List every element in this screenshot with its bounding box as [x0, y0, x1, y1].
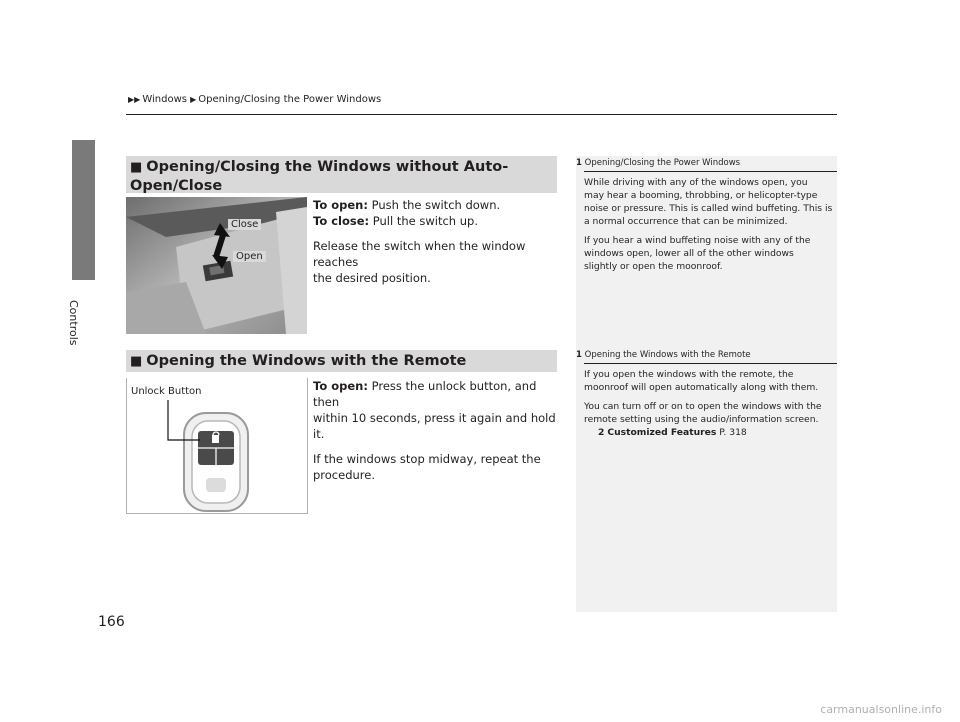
customized-features-link[interactable]: 2 Customized Features P. 318: [598, 427, 747, 438]
section1-header: [126, 156, 557, 193]
remote-figure: [126, 378, 308, 514]
note1-p1: While driving with any of the windows open, you may hear a booming, throbbing, or helicopter-type noise or pressure. This is called wind buffeting. This is a normal occurrence that can be minimized.: [584, 177, 833, 227]
note1: [576, 158, 837, 273]
section2-title: ■ Opening the Windows with the Remote: [130, 353, 467, 369]
breadcrumb-arrow-icon: ▶▶: [128, 95, 141, 104]
page-number: 166: [98, 614, 125, 630]
chapter-label: Controls: [67, 300, 80, 346]
breadcrumb: [128, 94, 381, 105]
close-instruction: To close: Pull the switch up.: [313, 214, 478, 228]
note1-heading: 1 Opening/Closing the Power Windows: [576, 158, 741, 168]
square-bullet-icon: ■: [130, 160, 143, 175]
breadcrumb-arrow-icon: ▶: [190, 95, 197, 104]
open-instruction: To open: Push the switch down.: [313, 198, 501, 212]
note2-heading: 1 Opening the Windows with the Remote: [576, 350, 751, 360]
watermark: carmanualsonline.info: [820, 703, 942, 716]
remote-open-instruction: To open: Press the unlock button, and then within 10 seconds, press it again and hold it.: [313, 379, 556, 441]
breadcrumb-page[interactable]: Opening/Closing the Power Windows: [198, 94, 382, 105]
window-switch-figure: [126, 197, 307, 334]
note2-rule: [584, 363, 837, 364]
section2-body: [313, 378, 563, 483]
square-bullet-icon: ■: [130, 354, 143, 369]
note2-p1: If you open the windows with the remote, the moonroof will open automatically along with them.: [584, 369, 819, 393]
close-figure-label: Close: [228, 219, 261, 230]
note1-rule: [584, 171, 837, 172]
unlock-button-label: Unlock Button: [131, 386, 202, 397]
reference-arrow-icon: 2: [598, 427, 605, 438]
section1-body: [313, 197, 563, 286]
window-switch-illustration: [126, 197, 307, 334]
section2-header: [126, 350, 557, 372]
open-figure-label: Open: [233, 251, 266, 262]
remote-illustration: [126, 378, 307, 513]
remote-stop-instruction: If the windows stop midway, repeat the procedure.: [313, 452, 541, 482]
breadcrumb-section[interactable]: Windows: [142, 94, 187, 105]
note2-p2: You can turn off or on to open the windows with the remote setting using the audio/information screen.: [584, 401, 822, 425]
section1-title: ■ Opening/Closing the Windows without Auto-Open/Close: [130, 159, 509, 194]
chapter-tab: [72, 140, 95, 280]
release-instruction: Release the switch when the window reaches the desired position.: [313, 239, 526, 285]
note1-p2: If you hear a wind buffeting noise with any of the windows open, lower all of the other windows slightly or open the moonroof.: [584, 235, 811, 272]
note2: [576, 350, 837, 439]
header-rule: [126, 114, 837, 115]
